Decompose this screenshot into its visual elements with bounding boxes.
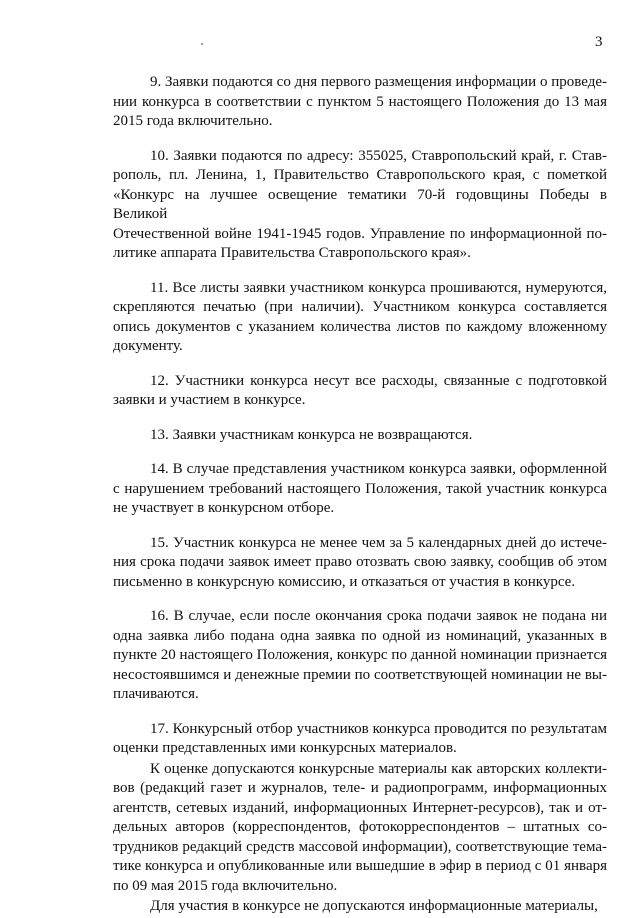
paragraph-line: письменно в конкурсную комиссию, и отказаться от участия в конкурсе.	[113, 573, 576, 590]
paragraph-line: документу.	[113, 338, 183, 354]
paragraph-p17b	[113, 760, 607, 897]
paragraph-p12	[113, 372, 607, 411]
paragraph-line: одна заявка либо подана одна заявка по одной из номинаций, указанных в	[113, 627, 607, 644]
paragraph-p17	[113, 720, 607, 759]
paragraph-line: 11. Все листы заявки участником конкурса прошиваются, нумеруются,	[150, 279, 607, 296]
paragraph-line: 14. В случае представления участником конкурса заявки, оформленной	[150, 461, 607, 477]
paragraph-line: с нарушением требований настоящего Положения, такой участник конкурса	[113, 480, 607, 497]
paragraph-line: пункте 20 настоящего Положения, конкурс по данной номинации признается	[113, 647, 607, 663]
page-number: 3	[595, 34, 603, 50]
paragraph-line: несостоявшимся и денежные премии по соответствующей номинации не вы-	[113, 666, 607, 683]
paragraph-line: тике конкурса и опубликованные или вышедшие в эфир в период с 01 января	[113, 858, 607, 874]
paragraph-line: 10. Заявки подаются по адресу: 355025, Ставропольский край, г. Став-	[150, 147, 607, 164]
paragraph-line: плачиваются.	[113, 686, 199, 702]
paragraph-line: 12. Участники конкурса несут все расходы, связанные с подготовкой	[150, 372, 607, 389]
paragraph-line: литике аппарата Правительства Ставропольского края».	[113, 245, 471, 261]
paragraph-line: дельных авторов (корреспондентов, фотокорреспондентов – штатных со-	[113, 819, 607, 835]
paragraph-line: агентств, сетевых изданий, информационных Интернет-ресурсов), так и от-	[113, 799, 607, 816]
paragraph-line: К оценке допускаются конкурсные материалы как авторских коллекти-	[150, 760, 607, 777]
paragraph-p16	[113, 607, 607, 705]
paragraph-line: 16. В случае, если после окончания срока подачи заявок не подана ни	[150, 608, 607, 624]
paragraph-line: Для участия в конкурсе не допускаются информационные материалы,	[150, 898, 598, 914]
paragraph-line: «Конкурс на лучшее освещение тематики 70-й годовщины Победы в Великой	[113, 186, 607, 222]
paragraph-line: по 09 мая 2015 года включительно.	[113, 877, 338, 894]
paragraph-line: трудников редакций средств массовой информации), соответствующие тема-	[113, 838, 607, 855]
paragraph-line: 13. Заявки участникам конкурса не возвращаются.	[150, 426, 473, 443]
paragraph-line: 9. Заявки подаются со дня первого размещения информации о проведе-	[150, 74, 607, 90]
paragraph-line: не участвует в конкурсном отборе.	[113, 500, 335, 516]
document-body	[113, 73, 607, 918]
paragraph-line: 2015 года включительно.	[113, 113, 273, 129]
paragraph-p10	[113, 147, 607, 264]
paragraph-p13	[113, 426, 607, 446]
paragraph-p9	[113, 73, 607, 132]
scan-speck	[201, 43, 203, 45]
paragraph-p17c	[113, 897, 607, 917]
paragraph-line: 15. Участник конкурса не менее чем за 5 календарных дней до истече-	[150, 534, 607, 551]
paragraph-line: скрепляются печатью (при наличии). Участником конкурса составляется	[113, 299, 607, 315]
paragraph-p14	[113, 460, 607, 519]
paragraph-line: оценки представленных ими конкурсных материалов.	[113, 740, 457, 756]
paragraph-p11	[113, 279, 607, 357]
paragraph-line: рополь, пл. Ленина, 1, Правительство Ставропольского края, с пометкой	[113, 167, 607, 183]
paragraph-line: нии конкурса в соответствии с пунктом 5 настоящего Положения до 13 мая	[113, 93, 607, 110]
paragraph-line: заявки и участием в конкурсе.	[113, 392, 306, 408]
paragraph-line: 17. Конкурсный отбор участников конкурса проводится по результатам	[150, 720, 607, 737]
paragraph-line: опись документов с указанием количества листов по каждому вложенному	[113, 318, 607, 335]
paragraph-line: вов (редакций газет и журналов, теле- и радиопрограмм, информационных	[113, 780, 607, 796]
paragraph-line: Отечественной войне 1941-1945 годов. Управление по информационной по-	[113, 225, 607, 242]
paragraph-line: ния срока подачи заявок имеет право отозвать свою заявку, сообщив об этом	[113, 554, 607, 570]
paragraph-p15	[113, 534, 607, 593]
